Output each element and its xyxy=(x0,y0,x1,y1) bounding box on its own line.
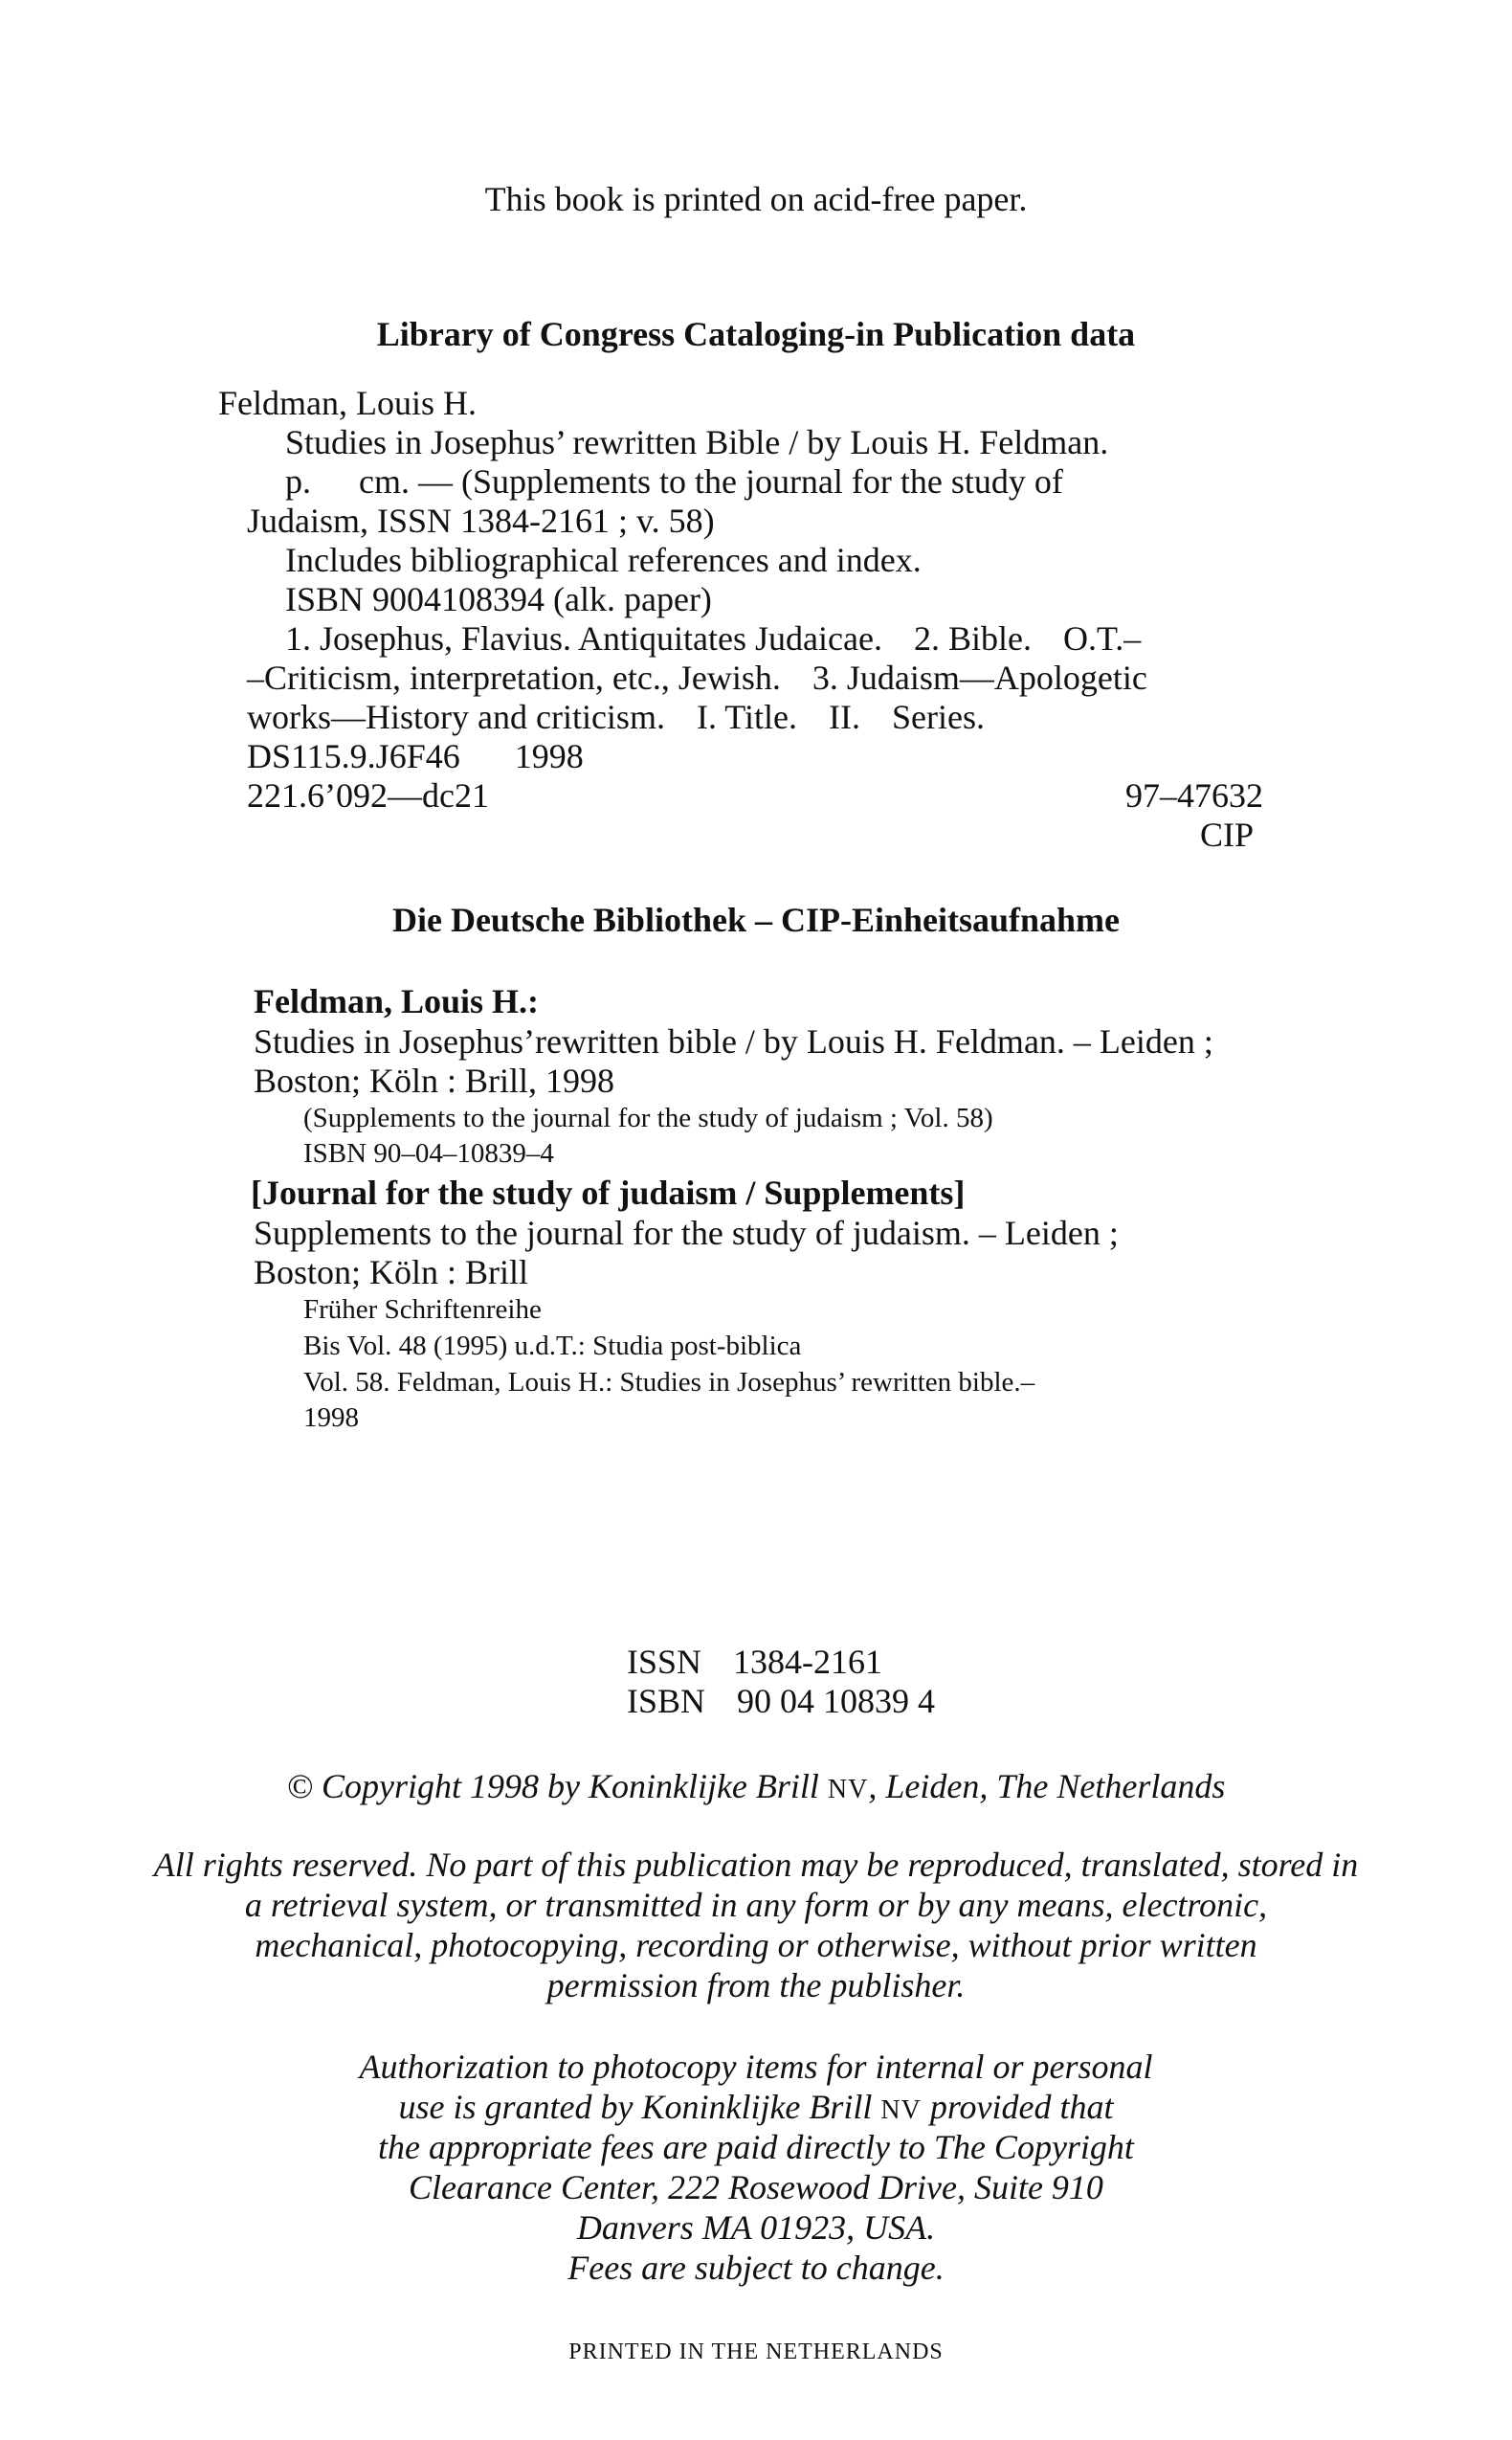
loc-heading: Library of Congress Cataloging-in Publication data xyxy=(376,315,1136,353)
auth-l2-nv: NV xyxy=(880,2095,922,2125)
loc-classification xyxy=(247,736,584,776)
loc-subjects-1 xyxy=(285,618,1141,659)
loc-cm-line: cm. — (Supplements to the journal for the study of xyxy=(359,462,1063,501)
ddb-vol58: Vol. 58. Feldman, Louis H.: Studies in Josephus’ rewritten bible.– xyxy=(303,1367,1035,1398)
ddb-supp-place: Boston; Köln : Brill xyxy=(254,1253,529,1291)
ddb-heading: Die Deutsche Bibliothek – CIP-Einheitsaufnahme xyxy=(391,901,1121,939)
loc-subj1a: 1. Josephus, Flavius. xyxy=(285,619,572,658)
printed-note: PRINTED IN THE NETHERLANDS xyxy=(568,2339,944,2364)
ddb-supplements: Supplements to the journal for the study of judaism. – Leiden ; xyxy=(254,1214,1119,1252)
loc-p: p. xyxy=(285,462,311,501)
isbn-line xyxy=(627,1681,935,1721)
loc-subj2a: –Criticism, interpretation, etc., Jewish. xyxy=(247,659,781,697)
loc-subj1b: Antiquitates Judaicae. xyxy=(578,619,882,658)
copyright-nv: NV xyxy=(827,1775,869,1804)
loc-subj3b: I. Title. xyxy=(696,698,797,736)
isbn-value: 90 04 10839 4 xyxy=(737,1682,936,1720)
rights-line-1: All rights reserved. No part of this publication may be reproduced, translated, stored in xyxy=(153,1846,1359,1884)
ddb-frueher: Früher Schriftenreihe xyxy=(303,1294,542,1325)
loc-title: Studies in Josephus’ rewritten Bible / by Louis H. Feldman. xyxy=(285,423,1109,461)
auth-line-2 xyxy=(0,2087,1512,2131)
loc-subjects-3 xyxy=(247,697,985,737)
loc-subj3d: Series. xyxy=(891,698,985,736)
copyright-post: , Leiden, The Netherlands xyxy=(868,1767,1226,1805)
ddb-year: 1998 xyxy=(303,1402,359,1433)
auth-line-4: Clearance Center, 222 Rosewood Drive, Suite 910 xyxy=(409,2168,1103,2206)
auth-line-6: Fees are subject to change. xyxy=(567,2249,945,2287)
issn-line xyxy=(627,1642,882,1682)
ddb-journal-heading: [Journal for the study of judaism / Supplements] xyxy=(251,1174,966,1212)
auth-line-5: Danvers MA 01923, USA. xyxy=(576,2208,936,2247)
issn-value: 1384-2161 xyxy=(733,1643,883,1681)
loc-subj1c: 2. Bible. xyxy=(913,619,1032,658)
auth-line-3: the appropriate fees are paid directly to The Copyright xyxy=(378,2128,1134,2166)
ddb-bis: Bis Vol. 48 (1995) u.d.T.: Studia post-biblica xyxy=(303,1331,802,1361)
rights-line-2: a retrieval system, or transmitted in any form or by any means, electronic, xyxy=(244,1886,1268,1924)
copyright-pre: © Copyright 1998 by Koninklijke Brill xyxy=(286,1767,828,1805)
issn-label: ISSN xyxy=(627,1643,702,1681)
loc-judaism-line: Judaism, ISSN 1384-2161 ; v. 58) xyxy=(247,502,715,540)
acid-free-note: This book is printed on acid-free paper. xyxy=(484,180,1028,218)
loc-author: Feldman, Louis H. xyxy=(218,384,477,422)
loc-lccn: 97–47632 xyxy=(1125,776,1263,815)
copyright-line xyxy=(0,1766,1512,1810)
auth-line-1: Authorization to photocopy items for internal or personal xyxy=(359,2048,1153,2086)
auth-l2-post: provided that xyxy=(921,2088,1114,2126)
rights-line-4: permission from the publisher. xyxy=(546,1966,966,2004)
ddb-series-note: (Supplements to the journal for the study of judaism ; Vol. 58) xyxy=(303,1103,993,1133)
loc-subj3a: works—History and criticism. xyxy=(247,698,665,736)
loc-includes: Includes bibliographical references and index. xyxy=(285,541,922,579)
loc-class-a: DS115.9.J6F46 xyxy=(247,737,460,775)
ddb-place: Boston; Köln : Brill, 1998 xyxy=(254,1062,615,1100)
loc-isbn: ISBN 9004108394 (alk. paper) xyxy=(285,580,712,618)
loc-class-b: 1998 xyxy=(514,737,584,775)
isbn-label: ISBN xyxy=(627,1682,706,1720)
loc-subj2b: 3. Judaism—Apologetic xyxy=(812,659,1147,697)
ddb-author: Feldman, Louis H.: xyxy=(254,982,540,1020)
auth-l2-pre: use is granted by Koninklijke Brill xyxy=(398,2088,881,2126)
loc-subj3c: II. xyxy=(829,698,860,736)
loc-subj1d: O.T.– xyxy=(1062,619,1142,658)
loc-dewey: 221.6’092—dc21 xyxy=(247,776,489,815)
ddb-title: Studies in Josephus’rewritten bible / by Louis H. Feldman. – Leiden ; xyxy=(254,1022,1213,1061)
loc-subjects-2 xyxy=(247,658,1147,698)
ddb-isbn: ISBN 90–04–10839–4 xyxy=(303,1138,554,1169)
rights-line-3: mechanical, photocopying, recording or otherwise, without prior written xyxy=(255,1926,1257,1964)
loc-cip: CIP xyxy=(1199,816,1254,854)
